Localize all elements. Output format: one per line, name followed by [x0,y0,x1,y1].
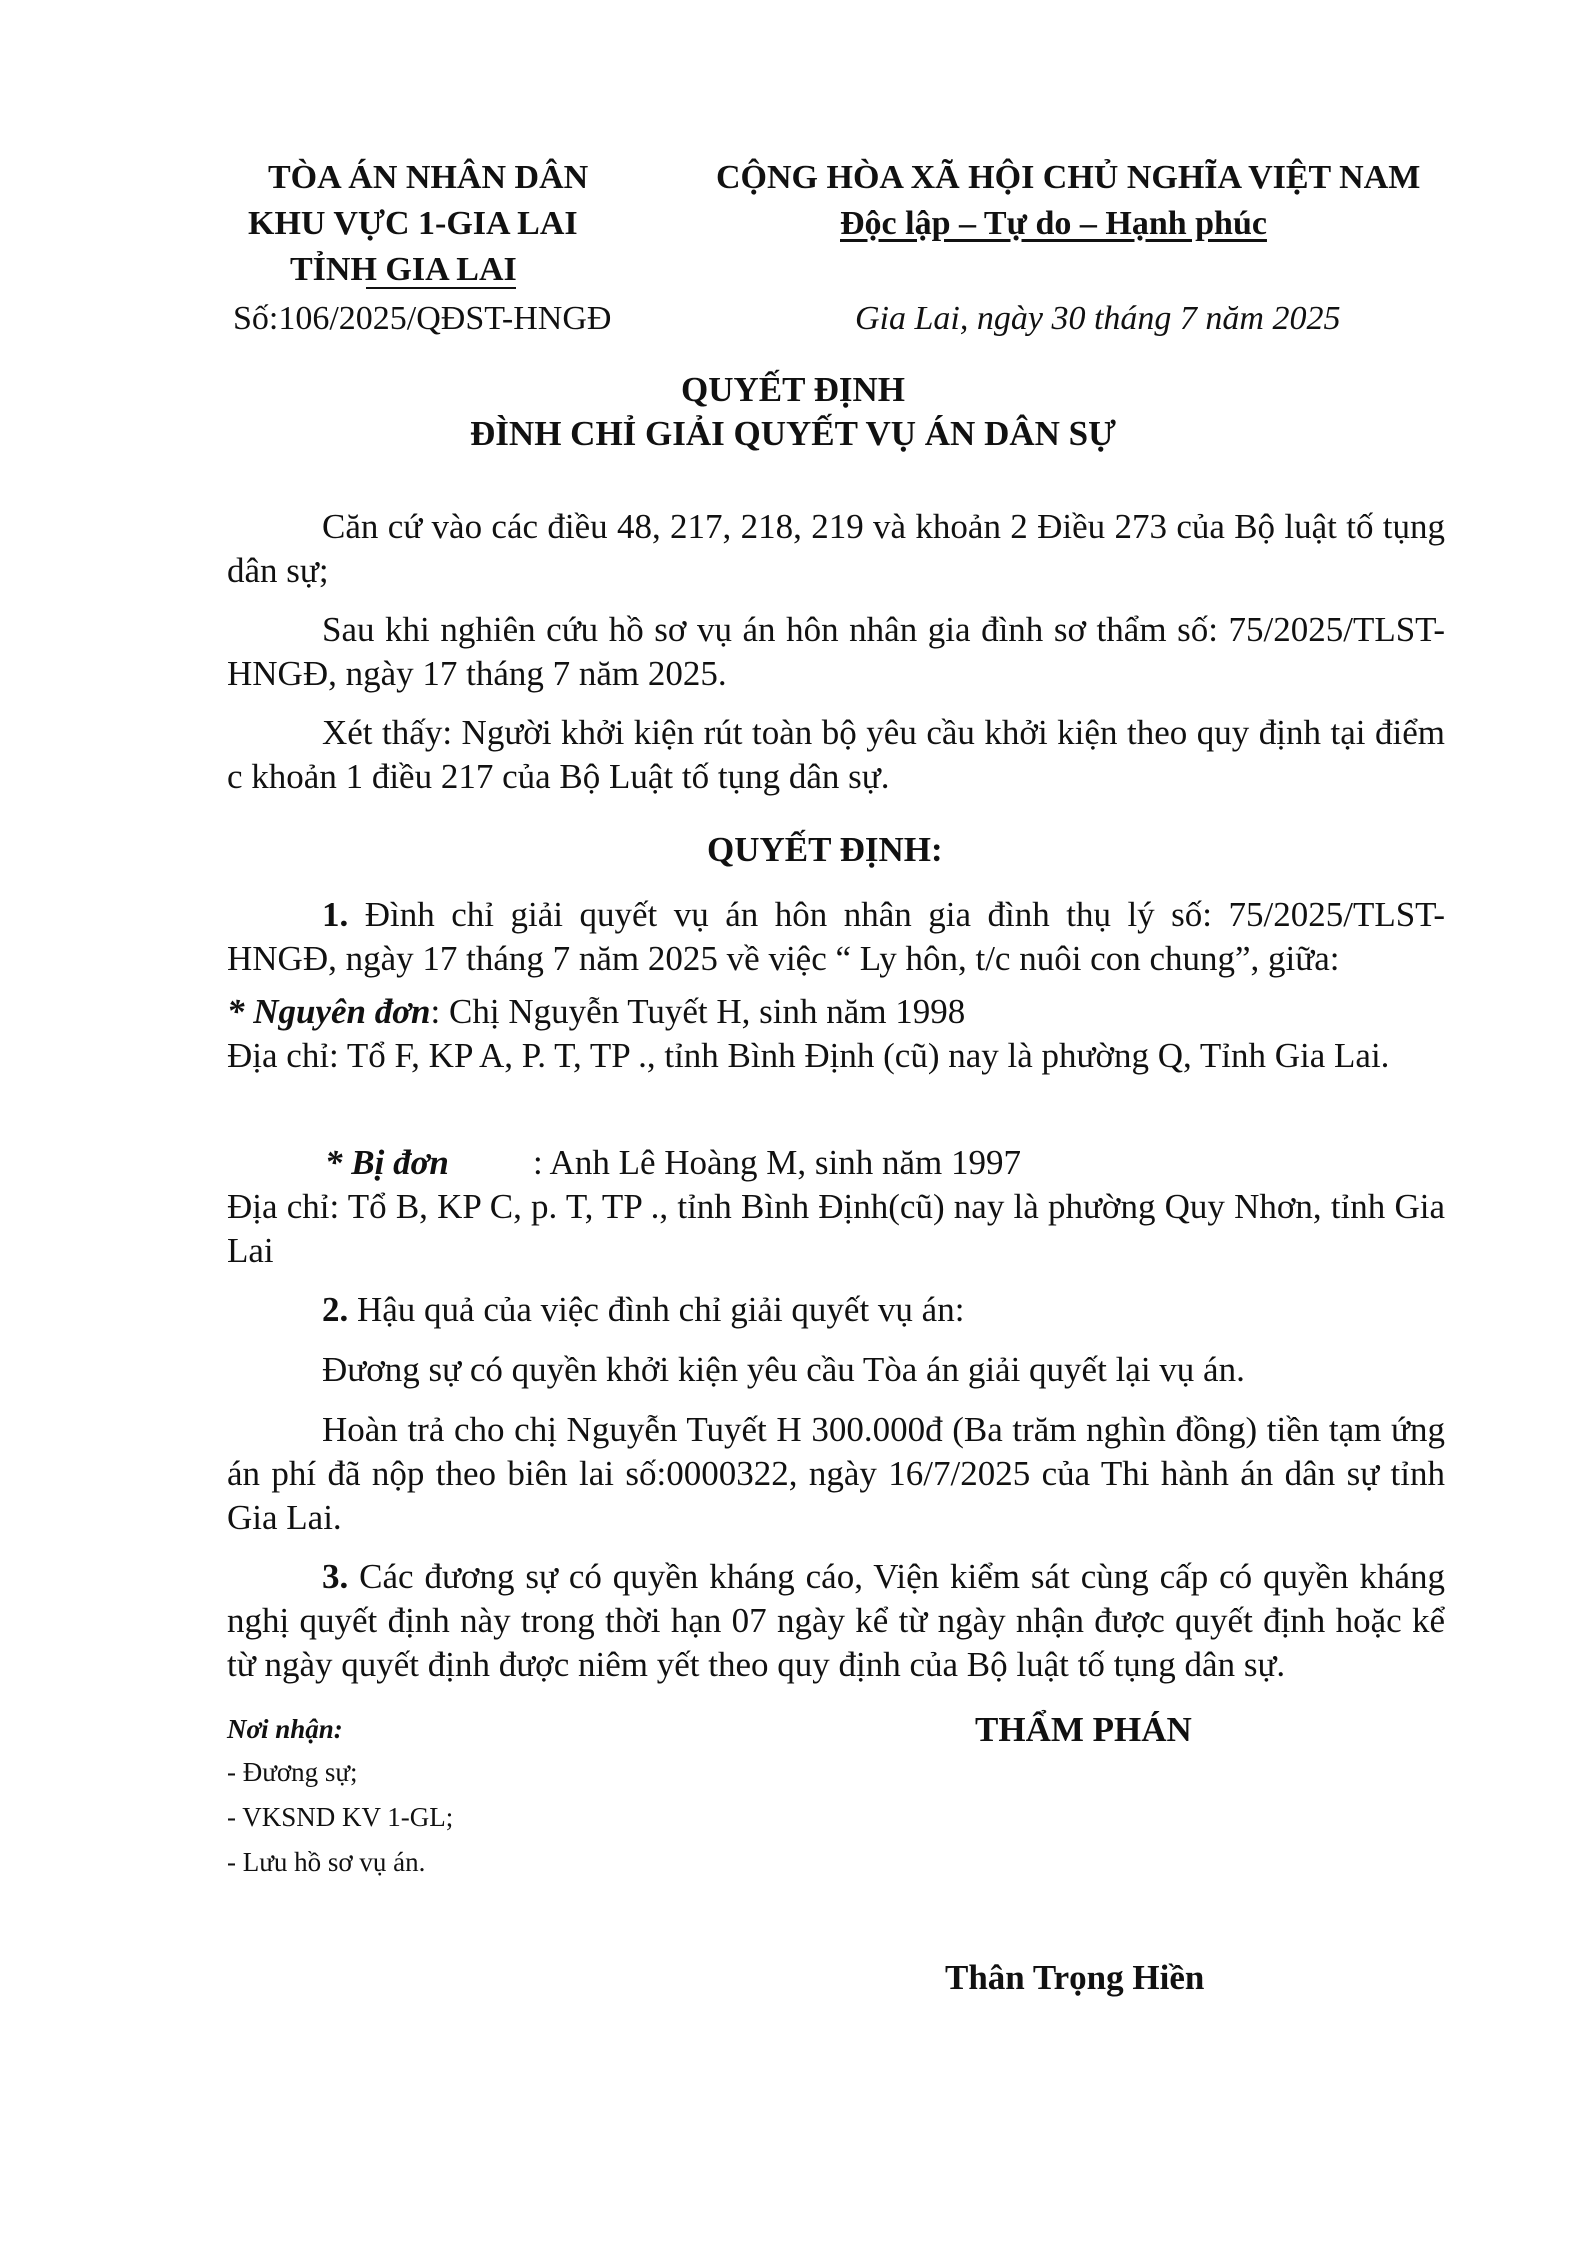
court-name-line1: TÒA ÁN NHÂN DÂN [268,159,589,196]
recipient-item: - VKSND KV 1-GL; [227,1802,454,1832]
nation-name: CỘNG HÒA XÃ HỘI CHỦ NGHĨA VIỆT NAM [716,159,1421,196]
consideration-paragraph: Xét thấy: Người khởi kiện rút toàn bộ yêu cầu khởi kiện theo quy định tại điểm c khoản 1 điều 217 của Bộ Luật tố tụng dân sự. [227,713,1445,796]
defendant-value: : Anh Lê Hoàng M, sinh năm 1997 [533,1143,1022,1182]
decision-item-3: 3. Các đương sự có quyền kháng cáo, Viện kiểm sát cùng cấp có quyền kháng nghị quyết định này trong thời hạn 07 ngày kể từ ngày nhận được quyết định hoặc kể từ ngày quyết định được niêm yết theo quy định của Bộ luật tố tụng dân sự. [227,1557,1445,1684]
document-subtitle: ĐÌNH CHỈ GIẢI QUYẾT VỤ ÁN DÂN SỰ [470,414,1116,453]
re-sue-right-paragraph: Đương sự có quyền khởi kiện yêu cầu Tòa án giải quyết lại vụ án. [322,1350,1245,1389]
fee-refund-paragraph: Hoàn trả cho chị Nguyễn Tuyết H 300.000đ (Ba trăm nghìn đồng) tiền tạm ứng án phí đã nộp theo biên lai số:0000322, ngày 16/7/2025 của Thi hành án dân sự tỉnh Gia Lai. [227,1410,1445,1537]
decision-item-2: 2. Hậu quả của việc đình chỉ giải quyết vụ án: [322,1290,965,1329]
defendant-label: * Bị đơn [325,1143,449,1182]
document-number: Số:106/2025/QĐST-HNGĐ [233,300,612,337]
header-divider-left [366,287,516,289]
document-title: QUYẾT ĐỊNH [681,370,905,409]
plaintiff-address: Địa chỉ: Tổ F, KP A, P. T, TP ., tỉnh Bình Định (cũ) nay là phường Q, Tỉnh Gia Lai. [227,1036,1390,1075]
national-motto: Độc lập – Tự do – Hạnh phúc [840,205,1267,242]
recipient-item: - Đương sự; [227,1757,358,1787]
judge-title: THẨM PHÁN [975,1710,1192,1749]
court-name-line3: TỈNH GIA LAI [290,251,517,288]
plaintiff-line: * Nguyên đơn: Chị Nguyễn Tuyết H, sinh năm 1998 [227,992,966,1031]
defendant-address: Địa chỉ: Tổ B, KP C, p. T, TP ., tỉnh Bình Định(cũ) nay là phường Quy Nhơn, tỉnh Gia Lai [227,1187,1445,1270]
judge-name: Thân Trọng Hiền [945,1958,1205,1997]
place-and-date: Gia Lai, ngày 30 tháng 7 năm 2025 [855,300,1341,337]
recipient-item: - Lưu hồ sơ vụ án. [227,1847,426,1877]
case-study-paragraph: Sau khi nghiên cứu hồ sơ vụ án hôn nhân gia đình sơ thẩm số: 75/2025/TLST-HNGĐ, ngày 17 tháng 7 năm 2025. [227,610,1445,693]
decision-item-1: 1. Đình chỉ giải quyết vụ án hôn nhân gia đình thụ lý số: 75/2025/TLST-HNGĐ, ngày 17 tháng 7 năm 2025 về việc “ Ly hôn, t/c nuôi con chung”, giữa: [227,895,1445,978]
decision-heading: QUYẾT ĐỊNH: [707,830,943,869]
legal-basis-paragraph: Căn cứ vào các điều 48, 217, 218, 219 và khoản 2 Điều 273 của Bộ luật tố tụng dân sự; [227,507,1445,590]
court-name-line2: KHU VỰC 1-GIA LAI [248,205,578,242]
recipients-heading: Nơi nhận: [227,1714,343,1744]
